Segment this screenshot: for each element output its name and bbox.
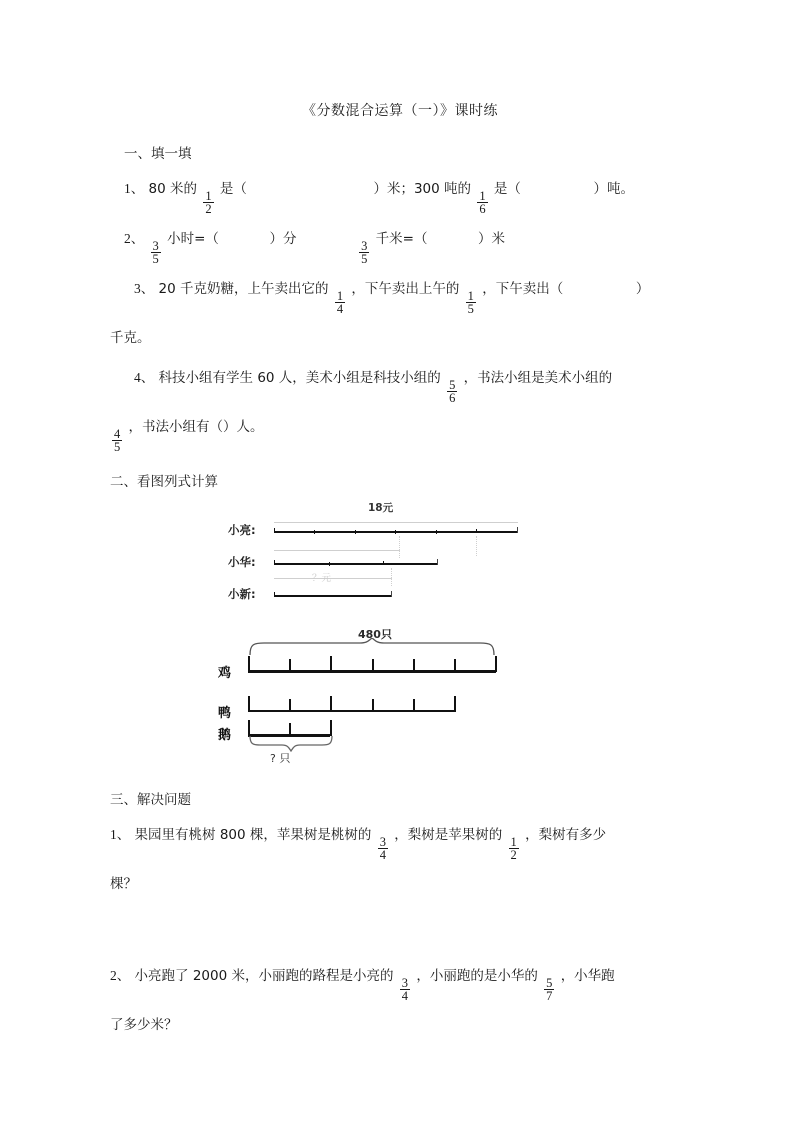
s3q1-text-1: 果园里有桃树 800 棵，苹果树是桃树的 (134, 827, 372, 844)
question-index: 1、 (124, 181, 145, 196)
question-3-1 (110, 818, 690, 862)
page-content (110, 100, 690, 1088)
q4-text-2: ，书法小组是美术小组的 (463, 370, 613, 387)
q1-text-3: ）米；300 吨的 (373, 181, 472, 197)
q3-text-5: 千克。 (110, 330, 151, 346)
fraction-one-half-2: $\frac{1}{2}$ (510, 834, 517, 863)
figure1-row-label-xiaohua: 小华: (228, 555, 256, 570)
figure1-row-label-xiaoxin: 小新: (228, 587, 256, 602)
q2-text-3: 千米=（ (375, 231, 428, 247)
q3-text-2: ，下午卖出上午的 (351, 281, 460, 297)
fraction-four-fifths: $\frac{4}{5}$ (114, 426, 121, 455)
question-3-2-cont (110, 1009, 690, 1042)
q3-text-4: ） (635, 281, 650, 297)
question-3-2 (110, 959, 690, 1003)
q3-text-1: 20 千克奶糖，上午卖出它的 (158, 281, 329, 297)
q4-text-1: 科技小组有学生 60 人，美术小组是科技小组的 (158, 370, 441, 387)
question-index: 4、 (134, 370, 155, 386)
figure-money-bar-model (228, 500, 558, 608)
question-3-1-cont (110, 868, 690, 901)
question-index: 3、 (134, 281, 155, 296)
question-1-4 (110, 361, 690, 405)
fraction-three-quarters-2: $\frac{3}{4}$ (401, 975, 409, 1004)
figure1-row-label-xiaoliang: 小亮: (228, 523, 256, 538)
fraction-one-quarter: $\frac{1}{4}$ (336, 288, 344, 317)
q1-text-1: 80 米的 (148, 181, 198, 197)
q1-text-5: ）吨。 (593, 181, 634, 197)
figure2-caption: 480只 (358, 628, 392, 642)
figure2-row-label-chicken: 鸡 (218, 666, 232, 682)
question-1-3-cont (110, 322, 690, 355)
fraction-three-quarters: $\frac{3}{4}$ (379, 834, 386, 863)
fraction-five-sixths: $\frac{5}{6}$ (449, 377, 456, 406)
s3q2-text-1: 小亮跑了 2000 米，小丽跑的路程是小亮的 (134, 968, 394, 985)
question-1-1 (110, 172, 690, 216)
fraction-five-sevenths: $\frac{5}{7}$ (546, 975, 553, 1004)
answer-space-1[interactable] (110, 907, 690, 959)
q1-text-4: 是（ (493, 181, 521, 197)
question-1-3 (110, 272, 690, 316)
fraction-one-fifth: $\frac{1}{5}$ (467, 288, 474, 317)
question-index: 2、 (110, 968, 131, 984)
answer-space-2[interactable] (110, 1048, 690, 1088)
page-title: 《分数混合运算（一）》课时练 (302, 103, 498, 119)
figure1-bar-xiaoxin (274, 595, 392, 597)
section-heading-fill-in: 一、填一填 (124, 146, 192, 162)
figure2-unknown-label: ? 只 (270, 752, 291, 766)
s3q2-text-3: ，小华跑 (560, 968, 615, 985)
figure2-top-brace (248, 638, 496, 656)
s3q2-text-2: ，小丽跑的是小华的 (416, 968, 538, 985)
question-1-2 (110, 222, 690, 266)
figure1-caption: 18元 (368, 502, 394, 515)
s3q1-text-3: ，梨树有多少 (525, 827, 607, 844)
q1-text-2: 是（ (219, 181, 247, 197)
section-heading-diagram-calc: 二、看图列式计算 (110, 474, 218, 491)
figure2-bottom-brace (248, 736, 334, 752)
figure1-unknown-label: ？元 (312, 573, 332, 585)
fraction-three-fifths: $\frac{3}{5}$ (152, 238, 159, 267)
fraction-one-half: $\frac{1}{2}$ (205, 188, 212, 217)
q4-text-3: ，书法小组有（）人。 (128, 419, 264, 436)
s3q1-text-4: 棵？ (110, 876, 137, 893)
question-index: 1、 (110, 827, 131, 843)
q2-text-1: 小时=（ (167, 231, 219, 247)
figure2-bar-duck (248, 696, 455, 712)
figure1-bar-xiaoliang (274, 531, 518, 533)
fraction-one-sixth: $\frac{1}{6}$ (479, 188, 486, 217)
q2-text-2: ）分 (269, 231, 297, 247)
figure2-row-label-duck: 鸭 (218, 706, 232, 722)
question-1-4-cont (110, 411, 690, 454)
q2-text-4: ）米 (478, 231, 506, 247)
figure-poultry-bar-model (218, 624, 563, 772)
s3q1-text-2: ，梨树是苹果树的 (394, 827, 503, 844)
q3-text-3: ，下午卖出（ (482, 281, 564, 297)
section-heading-solve-problems: 三、解决问题 (110, 792, 191, 809)
figure1-bar-xiaohua (274, 563, 438, 565)
s3q2-text-4: 了多少米？ (110, 1017, 178, 1034)
figure2-row-label-goose: 鹅 (218, 728, 232, 744)
question-index: 2、 (124, 231, 145, 246)
fraction-three-fifths-2: $\frac{3}{5}$ (361, 238, 368, 267)
